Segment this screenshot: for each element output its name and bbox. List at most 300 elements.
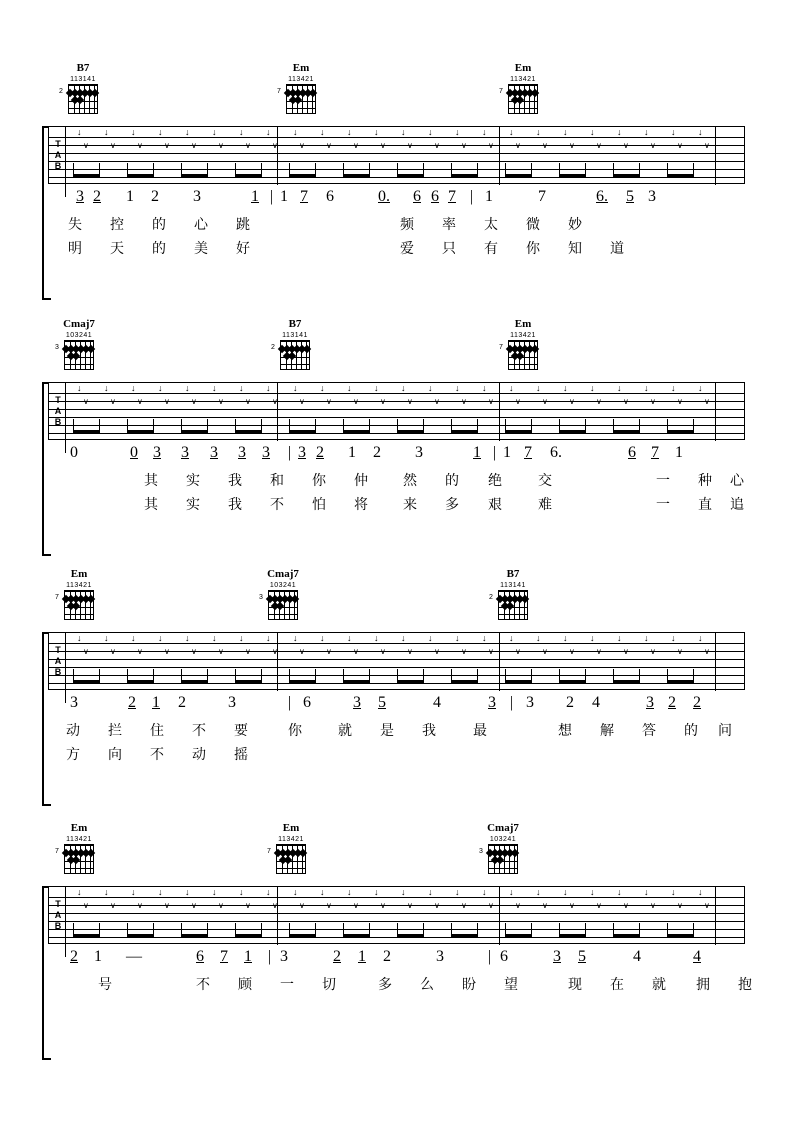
staff-line: [49, 401, 744, 402]
beam: [559, 934, 586, 937]
chord-name: Em: [514, 62, 532, 74]
beam: [127, 680, 154, 683]
strum-tick: ∨: [407, 647, 413, 656]
lyric-char: 摇: [234, 748, 248, 763]
lyric-char: 绝: [488, 474, 502, 489]
lyric-char: 你: [526, 242, 540, 257]
strum-arrow: ↓: [320, 383, 325, 393]
strum-arrow: ↓: [698, 887, 703, 897]
strum-arrow: ↓: [536, 383, 541, 393]
strum-arrow: ↓: [428, 887, 433, 897]
note-number: 3: [70, 694, 78, 711]
fret-dot: [72, 352, 80, 360]
lyric-row-2: [48, 742, 745, 766]
lyric-char: 怕: [312, 498, 326, 513]
beam: [451, 174, 478, 177]
fretboard-grid: [498, 590, 528, 620]
fret-dot: [506, 602, 514, 610]
strum-arrow: ↓: [698, 383, 703, 393]
staff-line: [49, 145, 744, 146]
lyric-char: 答: [642, 724, 656, 739]
strum-tick: ∨: [272, 647, 278, 656]
lyric-row-1: [48, 212, 745, 236]
staff-line: [49, 409, 744, 410]
tab-staff: [48, 886, 745, 944]
fret-dot: [87, 849, 95, 857]
fret-dot: [516, 96, 524, 104]
chord-fingering: 113421: [510, 332, 536, 339]
strum-arrow: ↓: [77, 127, 82, 137]
strum-arrow: ↓: [212, 127, 217, 137]
strum-arrow: ↓: [320, 887, 325, 897]
fret-dot: [531, 345, 539, 353]
strum-arrow: ↓: [158, 633, 163, 643]
strum-tick: ∨: [623, 141, 629, 150]
strum-tick: ∨: [191, 647, 197, 656]
lyric-char: 多: [378, 978, 392, 993]
chord-fingering: 113421: [510, 76, 536, 83]
strum-tick: ∨: [461, 141, 467, 150]
chord-grid: [60, 84, 106, 118]
strum-arrow: ↓: [482, 633, 487, 643]
bar-line: [277, 383, 278, 441]
strum-arrow: ↓: [131, 127, 136, 137]
strum-arrow: ↓: [158, 887, 163, 897]
chord-fingering: 113421: [66, 582, 92, 589]
strum-tick: ∨: [461, 647, 467, 656]
lyric-char: 望: [504, 978, 518, 993]
note-number: 4: [633, 948, 641, 965]
strum-arrow: ↓: [644, 633, 649, 643]
beam: [289, 430, 316, 433]
lyric-char: 方: [66, 748, 80, 763]
strum-tick: ∨: [650, 141, 656, 150]
lyric-char: 将: [354, 498, 368, 513]
note-number: 3: [76, 188, 84, 205]
chord-fingering: 103241: [489, 836, 517, 843]
strum-arrow: ↓: [347, 383, 352, 393]
strum-arrow: ↓: [401, 633, 406, 643]
strum-tick: ∨: [461, 397, 467, 406]
lyric-char: 要: [234, 724, 248, 739]
note-number: 0.: [378, 188, 390, 205]
lyric-char: 不: [150, 748, 164, 763]
staff-line: [49, 643, 744, 644]
strum-tick: ∨: [677, 397, 683, 406]
strum-tick: ∨: [83, 141, 89, 150]
lyric-char: 顾: [238, 978, 252, 993]
strum-tick: ∨: [326, 397, 332, 406]
lyric-char: 的: [152, 242, 166, 257]
strum-tick: ∨: [488, 141, 494, 150]
strum-tick: ∨: [434, 647, 440, 656]
strum-arrow: ↓: [671, 887, 676, 897]
note-number: 6: [303, 694, 311, 711]
note-number: 3: [553, 948, 561, 965]
chord-diagram-em: [500, 318, 546, 374]
strum-arrow: ↓: [293, 633, 298, 643]
fret-dot: [303, 345, 311, 353]
strum-tick: ∨: [353, 141, 359, 150]
fretboard-grid: [488, 844, 518, 874]
bar-line: [277, 887, 278, 945]
chord-name: Em: [282, 822, 300, 834]
note-number: 6: [196, 948, 204, 965]
strum-tick: ∨: [245, 397, 251, 406]
beam: [505, 174, 532, 177]
strum-arrow: ↓: [131, 887, 136, 897]
strum-tick: ∨: [110, 901, 116, 910]
chord-name: Cmaj7: [487, 822, 519, 834]
note-number: 3: [298, 444, 306, 461]
lyric-char: 天: [110, 242, 124, 257]
note-number: 6: [628, 444, 636, 461]
strum-tick: ∨: [164, 141, 170, 150]
staff-line: [49, 177, 744, 178]
lyric-char: 动: [66, 724, 80, 739]
note-number: 3: [488, 694, 496, 711]
chord-grid: [56, 844, 102, 878]
strum-arrow: ↓: [266, 383, 271, 393]
note-number: 7: [651, 444, 659, 461]
beam: [343, 934, 370, 937]
measure-divider: |: [488, 948, 492, 965]
strum-tick: ∨: [704, 141, 710, 150]
note-number: 2: [566, 694, 574, 711]
note-number: 6.: [596, 188, 608, 205]
chord-diagram-cmaj7: [480, 822, 526, 878]
bar-line: [715, 887, 716, 945]
tab-staff: [48, 632, 745, 690]
strum-tick: ∨: [110, 397, 116, 406]
strum-arrow: ↓: [131, 383, 136, 393]
fretboard-grid: [268, 590, 298, 620]
strum-arrow: ↓: [644, 383, 649, 393]
numbered-notation-row: [48, 690, 745, 718]
fret-dot: [76, 96, 84, 104]
strum-tick: ∨: [569, 397, 575, 406]
strum-tick: ∨: [164, 647, 170, 656]
strum-arrow: ↓: [320, 127, 325, 137]
strum-tick: ∨: [677, 647, 683, 656]
strum-tick: ∨: [650, 901, 656, 910]
strum-arrow: ↓: [77, 887, 82, 897]
strum-tick: ∨: [353, 901, 359, 910]
strum-arrow: ↓: [266, 887, 271, 897]
fret-dot: [87, 345, 95, 353]
strum-tick: ∨: [353, 397, 359, 406]
strum-tick: ∨: [245, 647, 251, 656]
chord-name: B7: [288, 318, 302, 330]
strum-tick: ∨: [326, 647, 332, 656]
strum-arrow: ↓: [293, 383, 298, 393]
system-1: [0, 62, 793, 260]
strum-tick: ∨: [218, 647, 224, 656]
chord-diagram-b7: [490, 568, 536, 624]
strum-tick: ∨: [677, 901, 683, 910]
chord-grid: [490, 590, 536, 624]
note-number: 2: [316, 444, 324, 461]
beam: [235, 174, 262, 177]
fret-dot: [284, 856, 292, 864]
note-number: 2: [93, 188, 101, 205]
note-number: 1: [348, 444, 356, 461]
strum-tick: ∨: [191, 397, 197, 406]
beam: [73, 174, 100, 177]
lyric-char: 控: [110, 218, 124, 233]
strum-arrow: ↓: [104, 383, 109, 393]
beam: [181, 934, 208, 937]
strum-arrow: ↓: [374, 383, 379, 393]
lyric-row-1: [48, 468, 745, 492]
beam: [289, 680, 316, 683]
staff-line: [49, 433, 744, 434]
strum-tick: ∨: [569, 647, 575, 656]
lyric-char: 一: [280, 978, 294, 993]
chord-name: Em: [70, 822, 88, 834]
note-number: 2: [151, 188, 159, 205]
lyric-char: 追: [730, 498, 744, 513]
beam: [235, 680, 262, 683]
lyric-char: 我: [228, 498, 242, 513]
strum-arrow: ↓: [401, 383, 406, 393]
chord-grid: [278, 84, 324, 118]
beam: [127, 430, 154, 433]
note-number: 1: [280, 188, 288, 205]
strum-arrow: ↓: [563, 127, 568, 137]
note-number: 1: [358, 948, 366, 965]
strum-arrow: ↓: [185, 887, 190, 897]
note-number: —: [126, 948, 142, 965]
strum-tick: ∨: [245, 141, 251, 150]
strum-arrow: ↓: [212, 887, 217, 897]
lyric-char: 在: [610, 978, 624, 993]
note-number: 5: [578, 948, 586, 965]
fret-dot: [531, 89, 539, 97]
strum-arrow: ↓: [455, 887, 460, 897]
lyric-char: 向: [108, 748, 122, 763]
strum-tick: ∨: [596, 141, 602, 150]
note-number: 1: [152, 694, 160, 711]
strum-arrow: ↓: [428, 127, 433, 137]
measure-divider: |: [288, 444, 292, 461]
strum-tick: ∨: [326, 901, 332, 910]
strum-arrow: ↓: [239, 633, 244, 643]
strum-arrow: ↓: [617, 127, 622, 137]
strum-arrow: ↓: [509, 383, 514, 393]
note-number: 3: [415, 444, 423, 461]
chord-name: B7: [76, 62, 90, 74]
chord-name: Em: [292, 62, 310, 74]
staff-line: [49, 905, 744, 906]
chord-name: Cmaj7: [267, 568, 299, 580]
strum-arrow: ↓: [158, 383, 163, 393]
strum-arrow: ↓: [698, 127, 703, 137]
lyric-char: 问: [718, 724, 732, 739]
strum-tick: ∨: [623, 397, 629, 406]
strum-tick: ∨: [299, 141, 305, 150]
measure-divider: |: [268, 948, 272, 965]
beam: [613, 430, 640, 433]
strum-arrow: ↓: [563, 887, 568, 897]
note-number: 7: [220, 948, 228, 965]
numbered-notation-row: [48, 184, 745, 212]
lyric-row-2: [48, 236, 745, 260]
lyric-row-2: [48, 492, 745, 516]
chord-diagram-b7: [272, 318, 318, 374]
note-number: 6: [413, 188, 421, 205]
beam: [613, 680, 640, 683]
lyric-char: 我: [228, 474, 242, 489]
strum-tick: ∨: [380, 647, 386, 656]
strum-tick: ∨: [83, 397, 89, 406]
lyric-char: 拦: [108, 724, 122, 739]
lyric-char: 的: [684, 724, 698, 739]
note-number: 3: [210, 444, 218, 461]
strum-arrow: ↓: [320, 633, 325, 643]
strum-tick: ∨: [164, 397, 170, 406]
strum-arrow: ↓: [455, 633, 460, 643]
lyric-char: 你: [312, 474, 326, 489]
lyric-char: 交: [538, 474, 552, 489]
lyric-char: 直: [698, 498, 712, 513]
strum-arrow: ↓: [617, 633, 622, 643]
lyric-char: 不: [196, 978, 210, 993]
strum-tick: ∨: [326, 141, 332, 150]
strum-tick: ∨: [569, 141, 575, 150]
strum-tick: ∨: [83, 647, 89, 656]
fret-dot: [87, 595, 95, 603]
strum-tick: ∨: [110, 647, 116, 656]
beam: [397, 934, 424, 937]
numbered-notation-row: [48, 440, 745, 468]
beam: [181, 174, 208, 177]
note-number: 1: [244, 948, 252, 965]
strum-tick: ∨: [272, 141, 278, 150]
note-number: 1: [473, 444, 481, 461]
chord-fret-number: 7: [499, 344, 503, 351]
lyric-char: 种: [698, 474, 712, 489]
strum-arrow: ↓: [239, 127, 244, 137]
lyric-char: 抱: [738, 978, 752, 993]
note-number: 4: [693, 948, 701, 965]
note-number: 0: [130, 444, 138, 461]
staff-line: [49, 417, 744, 418]
strum-tick: ∨: [515, 647, 521, 656]
note-number: 7: [300, 188, 308, 205]
strum-tick: ∨: [137, 397, 143, 406]
beam: [667, 430, 694, 433]
strum-tick: ∨: [245, 901, 251, 910]
chord-fret-number: 7: [267, 848, 271, 855]
note-number: 3: [280, 948, 288, 965]
tab-staff: [48, 126, 745, 184]
strum-arrow: ↓: [671, 633, 676, 643]
strum-arrow: ↓: [428, 383, 433, 393]
strum-arrow: ↓: [266, 633, 271, 643]
beam: [343, 680, 370, 683]
lyric-char: 仲: [354, 474, 368, 489]
strum-tick: ∨: [353, 647, 359, 656]
note-number: 2: [373, 444, 381, 461]
note-number: 2: [333, 948, 341, 965]
chord-diagram-em: [500, 62, 546, 118]
lyric-char: 跳: [236, 218, 250, 233]
beam: [343, 174, 370, 177]
strum-arrow: ↓: [455, 383, 460, 393]
beam: [505, 934, 532, 937]
staff-line: [49, 937, 744, 938]
lyric-char: 一: [656, 474, 670, 489]
strum-arrow: ↓: [104, 633, 109, 643]
chord-fret-number: 3: [55, 344, 59, 351]
strum-arrow: ↓: [617, 383, 622, 393]
fretboard-grid: [508, 340, 538, 370]
lyric-char: 住: [150, 724, 164, 739]
strum-tick: ∨: [488, 647, 494, 656]
note-number: 3: [646, 694, 654, 711]
beam: [505, 430, 532, 433]
fretboard-grid: [64, 340, 94, 370]
lyric-row-2: [48, 996, 745, 1020]
strum-tick: ∨: [569, 901, 575, 910]
chord-fret-number: 3: [259, 594, 263, 601]
chord-fingering: 113421: [66, 836, 92, 843]
lyric-char: 心: [194, 218, 208, 233]
chord-grid: [480, 844, 526, 878]
strum-tick: ∨: [488, 901, 494, 910]
note-number: 7: [448, 188, 456, 205]
chord-fret-number: 3: [479, 848, 483, 855]
strum-tick: ∨: [380, 397, 386, 406]
tab-clef: T A B: [51, 887, 66, 957]
measure-divider: |: [493, 444, 497, 461]
strum-tick: ∨: [164, 901, 170, 910]
chord-row: [0, 568, 793, 632]
lyric-char: 明: [68, 242, 82, 257]
note-number: 2: [178, 694, 186, 711]
lyric-char: 就: [338, 724, 352, 739]
note-number: 5: [378, 694, 386, 711]
lyric-char: 动: [192, 748, 206, 763]
note-number: 2: [128, 694, 136, 711]
tab-clef: T A B: [51, 383, 66, 453]
lyric-char: 微: [526, 218, 540, 233]
strum-arrow: ↓: [536, 633, 541, 643]
lyric-char: 太: [484, 218, 498, 233]
strum-arrow: ↓: [347, 633, 352, 643]
bar-line: [715, 127, 716, 185]
lyric-char: 只: [442, 242, 456, 257]
beam: [613, 934, 640, 937]
strum-tick: ∨: [596, 397, 602, 406]
beam: [127, 174, 154, 177]
strum-arrow: ↓: [617, 887, 622, 897]
strum-arrow: ↓: [482, 383, 487, 393]
strum-tick: ∨: [191, 901, 197, 910]
note-number: 3: [238, 444, 246, 461]
fretboard-grid: [68, 84, 98, 114]
note-number: 3: [228, 694, 236, 711]
bar-line: [715, 383, 716, 441]
strum-arrow: ↓: [347, 887, 352, 897]
strum-arrow: ↓: [347, 127, 352, 137]
strum-arrow: ↓: [401, 887, 406, 897]
beam: [559, 680, 586, 683]
bar-line: [499, 383, 500, 441]
chord-fingering: 113141: [282, 332, 308, 339]
note-number: 6: [326, 188, 334, 205]
